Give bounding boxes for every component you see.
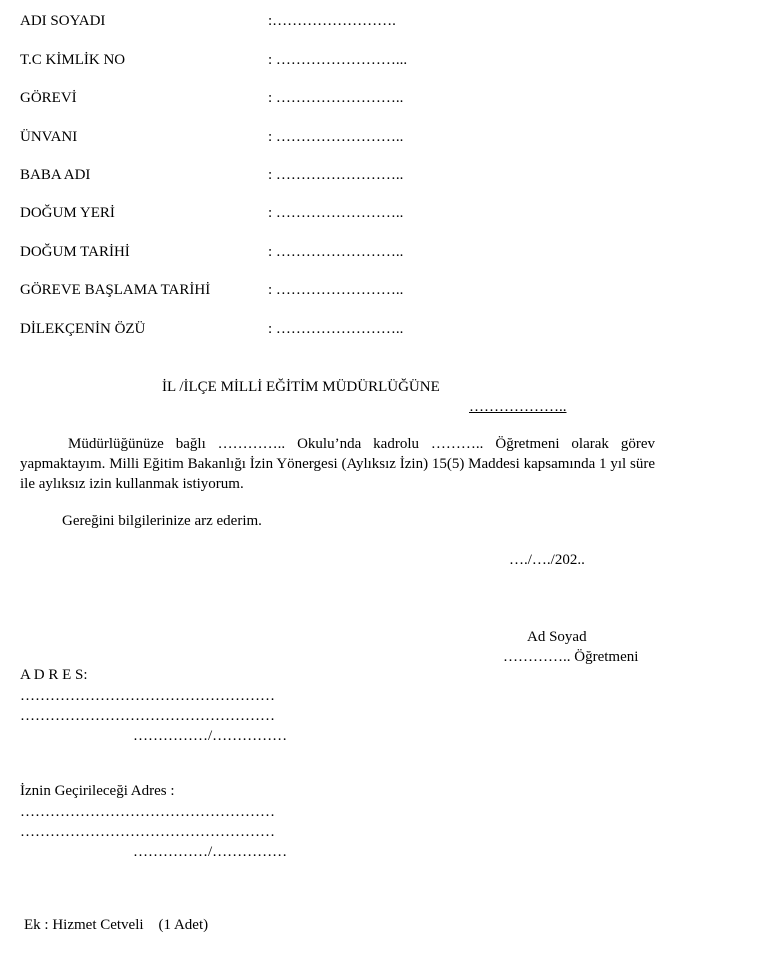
field-label-tc-no: T.C KİMLİK NO bbox=[20, 52, 126, 68]
recipient-place: ……………….. bbox=[469, 399, 567, 415]
field-label-birthdate: DOĞUM TARİHİ bbox=[20, 244, 130, 260]
petition-body bbox=[20, 434, 655, 494]
address-city-district: ……………/…………… bbox=[133, 728, 288, 744]
leave-address-line-2: …………………………………………… bbox=[20, 824, 275, 840]
field-value-subject: : …………………….. bbox=[268, 321, 404, 337]
field-label-start-date: GÖREVE BAŞLAMA TARİHİ bbox=[20, 282, 211, 298]
field-value-father-name: : …………………….. bbox=[268, 167, 404, 183]
field-value-tc-no: : ……………………... bbox=[268, 52, 408, 68]
field-value-birthdate: : …………………….. bbox=[268, 244, 404, 260]
field-value-duty: : …………………….. bbox=[268, 90, 404, 106]
field-label-name: ADI SOYADI bbox=[20, 13, 106, 29]
field-value-name: :……………………. bbox=[268, 13, 396, 29]
petition-body-text: Müdürlüğünüze bağlı ………….. Okulu’nda kadrolu ……….. Öğretmeni olarak görev yapmaktayım. Milli Eğitim Bakanlığı İzin Yönergesi (Aylıksız İzin) 15(5) Maddesi kapsamında 1 yıl süre ile aylıksız izin kullanmak istiyorum. bbox=[20, 436, 655, 492]
closing-sentence: Gereğini bilgilerinize arz ederim. bbox=[62, 513, 262, 529]
signature-title: ………….. Öğretmeni bbox=[503, 649, 639, 665]
field-label-father-name: BABA ADI bbox=[20, 167, 91, 183]
recipient-title: İL /İLÇE MİLLİ EĞİTİM MÜDÜRLÜĞÜNE bbox=[162, 379, 440, 395]
signature-name: Ad Soyad bbox=[527, 629, 587, 645]
attachment-note: Ek : Hizmet Cetveli (1 Adet) bbox=[24, 917, 209, 933]
field-label-subject: DİLEKÇENİN ÖZÜ bbox=[20, 321, 146, 337]
field-value-title: : …………………….. bbox=[268, 129, 404, 145]
leave-address-line-1: …………………………………………… bbox=[20, 804, 275, 820]
address-line-2: …………………………………………… bbox=[20, 708, 275, 724]
date-line: …./…./202.. bbox=[509, 552, 585, 568]
field-label-title: ÜNVANI bbox=[20, 129, 78, 145]
field-label-duty: GÖREVİ bbox=[20, 90, 77, 106]
address-line-1: …………………………………………… bbox=[20, 688, 275, 704]
leave-address-heading: İznin Geçirileceği Adres : bbox=[20, 783, 175, 799]
field-value-start-date: : …………………….. bbox=[268, 282, 404, 298]
field-value-birthplace: : …………………….. bbox=[268, 205, 404, 221]
leave-address-city-district: ……………/…………… bbox=[133, 844, 288, 860]
field-label-birthplace: DOĞUM YERİ bbox=[20, 205, 115, 221]
address-heading: A D R E S: bbox=[20, 667, 88, 683]
